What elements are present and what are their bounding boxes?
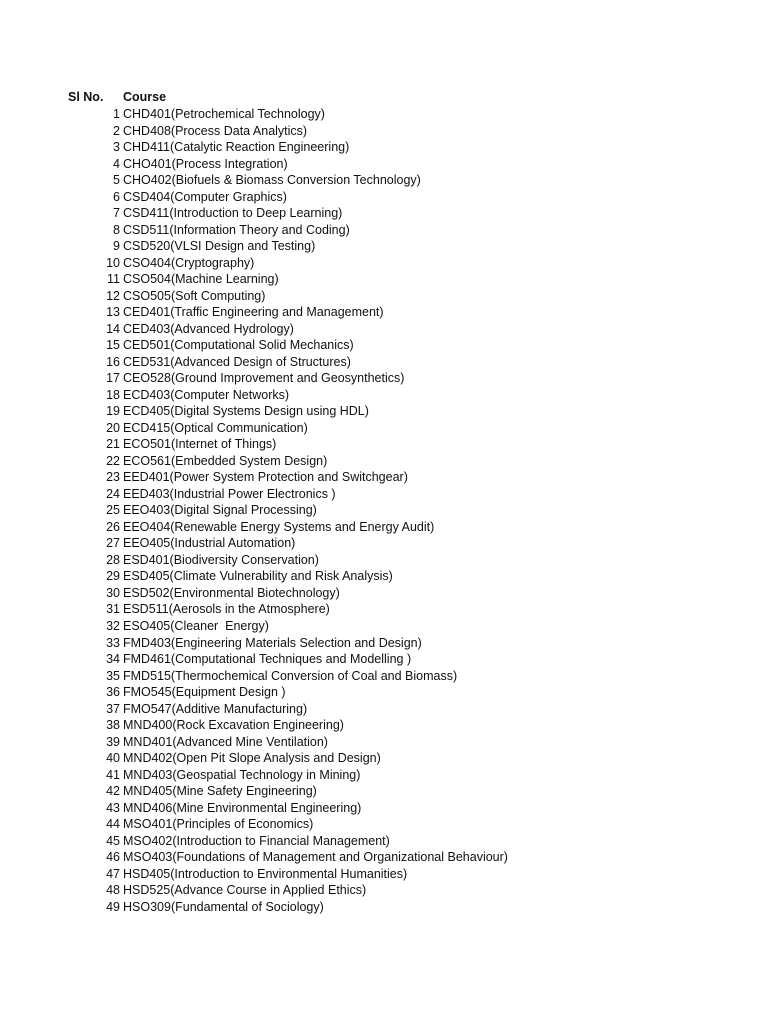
serial-number: 25 <box>106 503 120 518</box>
course-name: FMD515(Thermochemical Conversion of Coal and Biomass) <box>123 668 458 683</box>
serial-number: 42 <box>106 784 120 799</box>
table-row <box>0 387 768 404</box>
serial-number: 41 <box>106 767 120 782</box>
serial-number: 45 <box>106 833 120 848</box>
course-name: CSD411(Introduction to Deep Learning) <box>123 206 343 221</box>
course-name: ECD415(Optical Communication) <box>123 420 308 435</box>
course-name: MND405(Mine Safety Engineering) <box>123 784 317 799</box>
course-name: CEO528(Ground Improvement and Geosynthetics) <box>123 371 405 386</box>
serial-number: 21 <box>106 437 120 452</box>
course-name: MND402(Open Pit Slope Analysis and Design) <box>123 751 381 766</box>
serial-number: 18 <box>106 387 120 402</box>
table-row <box>0 255 768 272</box>
table-row <box>0 304 768 321</box>
serial-number: 32 <box>106 618 120 633</box>
serial-number: 1 <box>113 107 120 121</box>
course-name: ECO501(Internet of Things) <box>123 437 277 452</box>
course-name: FMO547(Additive Manufacturing) <box>123 701 308 716</box>
table-row <box>0 882 768 899</box>
course-name: CHO402(Biofuels & Biomass Conversion Technology) <box>123 173 421 188</box>
serial-number: 2 <box>113 123 120 138</box>
table-row <box>0 601 768 618</box>
table-row <box>0 701 768 718</box>
serial-number: 48 <box>106 883 120 898</box>
table-row <box>0 568 768 585</box>
serial-number: 34 <box>106 652 120 667</box>
serial-number: 3 <box>113 140 120 155</box>
table-row <box>0 535 768 552</box>
serial-number: 12 <box>106 288 120 303</box>
course-name: MSO403(Foundations of Management and Organizational Behaviour) <box>123 850 508 865</box>
serial-number: 37 <box>106 701 120 716</box>
course-name: ESD405(Climate Vulnerability and Risk Analysis) <box>123 569 393 584</box>
course-list <box>0 106 768 915</box>
serial-number: 31 <box>106 602 120 617</box>
serial-number: 49 <box>106 899 120 914</box>
course-name: CED501(Computational Solid Mechanics) <box>123 338 354 353</box>
serial-number: 15 <box>106 338 120 353</box>
table-row <box>0 734 768 751</box>
serial-number: 36 <box>106 685 120 700</box>
serial-number: 27 <box>106 536 120 551</box>
table-row <box>0 123 768 140</box>
course-name: CED403(Advanced Hydrology) <box>123 321 294 336</box>
serial-number: 10 <box>106 255 120 270</box>
table-row <box>0 552 768 569</box>
course-header: Course <box>123 90 167 104</box>
course-name: CHD401(Petrochemical Technology) <box>123 107 325 121</box>
table-row <box>0 750 768 767</box>
course-name: CSO505(Soft Computing) <box>123 288 266 303</box>
course-name: CSO504(Machine Learning) <box>123 272 279 287</box>
course-name: FMO545(Equipment Design ) <box>123 685 286 700</box>
table-row <box>0 205 768 222</box>
table-row <box>0 651 768 668</box>
course-name: ECO561(Embedded System Design) <box>123 453 328 468</box>
serial-number: 7 <box>113 206 120 221</box>
table-row <box>0 189 768 206</box>
serial-number: 8 <box>113 222 120 237</box>
course-name: CSD511(Information Theory and Coding) <box>123 222 350 237</box>
table-row <box>0 139 768 156</box>
serial-number: 33 <box>106 635 120 650</box>
serial-number: 17 <box>106 371 120 386</box>
serial-number: 35 <box>106 668 120 683</box>
sl-no-header: Sl No. <box>68 90 104 104</box>
serial-number: 9 <box>113 239 120 254</box>
course-name: HSD525(Advance Course in Applied Ethics) <box>123 883 367 898</box>
course-name: ESD401(Biodiversity Conservation) <box>123 552 319 567</box>
course-name: EED403(Industrial Power Electronics ) <box>123 486 336 501</box>
table-row <box>0 866 768 883</box>
serial-number: 38 <box>106 718 120 733</box>
serial-number: 39 <box>106 734 120 749</box>
table-row <box>0 800 768 817</box>
table-row <box>0 403 768 420</box>
table-row <box>0 156 768 173</box>
serial-number: 5 <box>113 173 120 188</box>
course-name: CED401(Traffic Engineering and Management) <box>123 305 384 320</box>
course-name: MND403(Geospatial Technology in Mining) <box>123 767 361 782</box>
serial-number: 20 <box>106 420 120 435</box>
table-row <box>0 420 768 437</box>
table-row <box>0 288 768 305</box>
table-row <box>0 783 768 800</box>
serial-number: 6 <box>113 189 120 204</box>
course-name: EEO404(Renewable Energy Systems and Energy Audit) <box>123 519 435 534</box>
table-row <box>0 849 768 866</box>
table-row <box>0 370 768 387</box>
table-row <box>0 172 768 189</box>
course-name: CSO404(Cryptography) <box>123 255 255 270</box>
table-row <box>0 833 768 850</box>
course-name: EEO403(Digital Signal Processing) <box>123 503 317 518</box>
serial-number: 44 <box>106 817 120 832</box>
course-name: MSO402(Introduction to Financial Management) <box>123 833 390 848</box>
table-row <box>0 106 768 123</box>
table-row <box>0 453 768 470</box>
table-row <box>0 585 768 602</box>
course-name: ESD502(Environmental Biotechnology) <box>123 585 340 600</box>
course-name: CED531(Advanced Design of Structures) <box>123 354 351 369</box>
course-name: ESD511(Aerosols in the Atmosphere) <box>123 602 330 617</box>
table-row <box>0 354 768 371</box>
table-row <box>0 519 768 536</box>
serial-number: 23 <box>106 470 120 485</box>
serial-number: 28 <box>106 552 120 567</box>
course-name: ECD405(Digital Systems Design using HDL) <box>123 404 369 419</box>
serial-number: 43 <box>106 800 120 815</box>
table-row <box>0 486 768 503</box>
serial-number: 11 <box>107 272 120 287</box>
course-name: MND401(Advanced Mine Ventilation) <box>123 734 328 749</box>
serial-number: 19 <box>106 404 120 419</box>
course-name: CSD404(Computer Graphics) <box>123 189 287 204</box>
course-name: CHO401(Process Integration) <box>123 156 288 171</box>
table-row <box>0 767 768 784</box>
table-row <box>0 436 768 453</box>
serial-number: 22 <box>106 453 120 468</box>
course-name: ECD403(Computer Networks) <box>123 387 290 402</box>
serial-number: 4 <box>113 156 120 171</box>
table-row <box>0 635 768 652</box>
serial-number: 24 <box>106 486 120 501</box>
serial-number: 26 <box>106 519 120 534</box>
table-row <box>0 668 768 685</box>
table-row <box>0 899 768 916</box>
serial-number: 40 <box>106 751 120 766</box>
table-row <box>0 684 768 701</box>
table-row <box>0 618 768 635</box>
course-name: CSD520(VLSI Design and Testing) <box>123 239 316 254</box>
course-name: CHD408(Process Data Analytics) <box>123 123 308 138</box>
course-name: MSO401(Principles of Economics) <box>123 817 314 832</box>
table-row <box>0 469 768 486</box>
serial-number: 47 <box>106 866 120 881</box>
table-row <box>0 238 768 255</box>
table-row <box>0 717 768 734</box>
course-name: MND406(Mine Environmental Engineering) <box>123 800 362 815</box>
course-name: CHD411(Catalytic Reaction Engineering) <box>123 140 350 155</box>
table-row <box>0 337 768 354</box>
serial-number: 16 <box>106 354 120 369</box>
table-row <box>0 502 768 519</box>
course-name: MND400(Rock Excavation Engineering) <box>123 718 344 733</box>
serial-number: 13 <box>106 305 120 320</box>
table-row <box>0 271 768 288</box>
serial-number: 30 <box>106 585 120 600</box>
serial-number: 14 <box>106 321 120 336</box>
table-row <box>0 816 768 833</box>
table-row <box>0 321 768 338</box>
table-header <box>0 89 768 106</box>
serial-number: 46 <box>106 850 120 865</box>
course-name: FMD461(Computational Techniques and Modelling ) <box>123 652 412 667</box>
course-name: HSO309(Fundamental of Sociology) <box>123 899 324 914</box>
course-name: FMD403(Engineering Materials Selection and Design) <box>123 635 422 650</box>
course-name: EEO405(Industrial Automation) <box>123 536 296 551</box>
table-row <box>0 222 768 239</box>
course-name: HSD405(Introduction to Environmental Humanities) <box>123 866 408 881</box>
course-name: ESO405(Cleaner Energy) <box>123 618 269 633</box>
course-name: EED401(Power System Protection and Switchgear) <box>123 470 408 485</box>
serial-number: 29 <box>106 569 120 584</box>
